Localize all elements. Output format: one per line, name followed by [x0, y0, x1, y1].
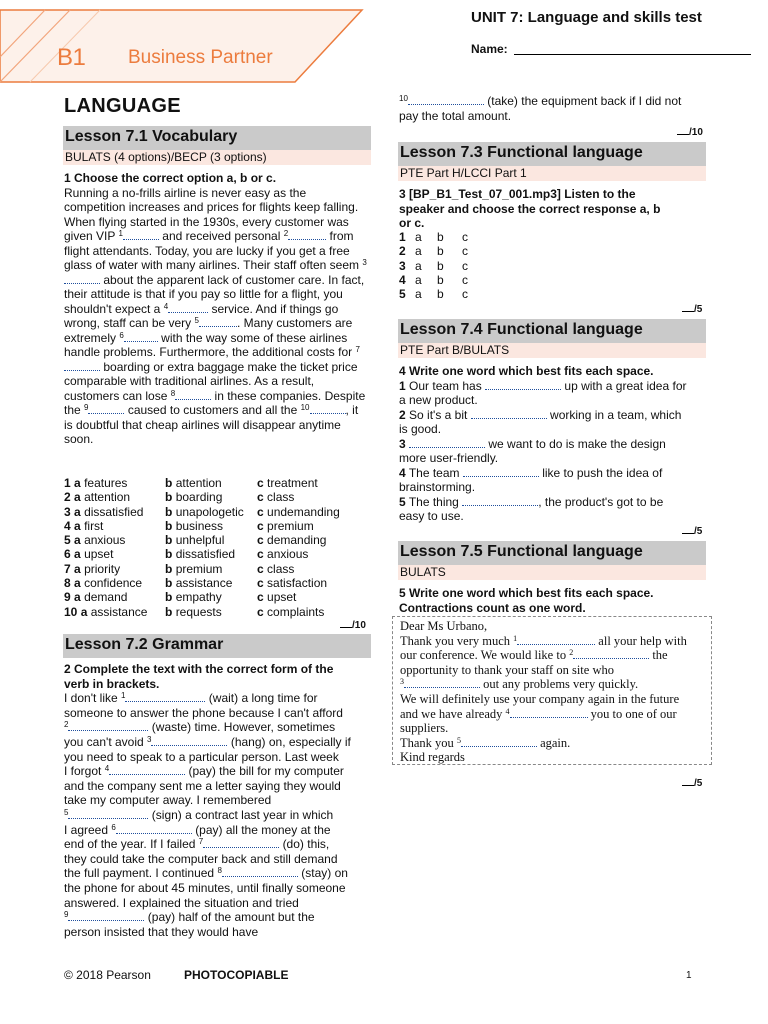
option-b[interactable]: b requests	[165, 604, 222, 619]
lesson-7-2-title: Lesson 7.2 Grammar	[63, 634, 371, 658]
option-c[interactable]: c	[462, 287, 468, 302]
letter-salutation: Dear Ms Urbano,	[400, 619, 488, 633]
score-lesson-7-2: /10	[677, 127, 703, 138]
option-row	[64, 505, 340, 519]
option-c[interactable]: c upset	[257, 590, 297, 605]
option-a[interactable]: a	[415, 244, 422, 259]
gap-9[interactable]	[88, 403, 124, 414]
unit-title: UNIT 7: Language and skills test	[471, 9, 702, 26]
gap-8[interactable]	[222, 866, 298, 877]
option-a[interactable]: a	[415, 230, 422, 244]
option-b[interactable]: b attention	[165, 476, 222, 490]
score-lesson-7-4: /5	[682, 526, 702, 537]
option-a[interactable]: 8 a confidence	[64, 576, 143, 591]
exercise-2-continued: $^{10}$ (take) the equipment back if I did not pay the total amount.	[399, 94, 682, 123]
exercise-3-options	[399, 230, 468, 301]
gap-1[interactable]	[125, 691, 205, 702]
option-a[interactable]: a	[415, 287, 422, 302]
option-a[interactable]: 7 a priority	[64, 561, 121, 576]
option-a[interactable]: a	[415, 258, 422, 273]
item-number: 5	[399, 287, 406, 302]
option-c[interactable]: c	[462, 230, 468, 244]
option-row	[64, 476, 340, 490]
letter-closing: Kind regards	[400, 750, 465, 765]
gap-5[interactable]	[199, 316, 237, 327]
exercise-3-instruction: 3 [BP_B1_Test_07_001.mp3] Listen to the speaker and choose the correct response a, b or c.	[399, 187, 661, 230]
option-c[interactable]: c undemanding	[257, 504, 340, 519]
passage-text: from flight attendants. Today, you are lucky if you get a free glass of water with many airlines. Their staff often seem	[64, 229, 360, 272]
option-b[interactable]: b	[437, 272, 444, 287]
option-a[interactable]: 5 a anxious	[64, 533, 126, 548]
option-b[interactable]: b premium	[165, 561, 223, 576]
gap-5[interactable]	[462, 495, 538, 506]
option-b[interactable]: b	[437, 230, 444, 244]
brand-level: B1	[57, 44, 86, 71]
option-b[interactable]: b assistance	[165, 576, 233, 591]
exercise-2-instruction: verb in brackets.	[64, 676, 160, 691]
brand-banner	[0, 0, 365, 95]
option-row	[64, 605, 340, 619]
gap-6[interactable]	[116, 823, 192, 834]
gap-9[interactable]	[68, 910, 144, 921]
option-c[interactable]: c treatment	[257, 476, 318, 490]
option-a[interactable]: 9 a demand	[64, 590, 128, 605]
option-c[interactable]: c anxious	[257, 547, 309, 562]
listening-item	[399, 244, 468, 258]
gap-6[interactable]	[124, 331, 158, 342]
letter-box: Dear Ms Urbano, Thank you very much $^1$ all your help with our conference. We would like to $^2$ the opportunity to thank your staff on site who $^3$ out any problems very quickly. We will definitely use your company again in the future and we have already $^4$ you to one of our suppliers. Thank you $^5$ again. Kind regards	[392, 616, 712, 765]
gap-1[interactable]	[517, 634, 595, 645]
option-c[interactable]: c satisfaction	[257, 576, 328, 591]
gap-4[interactable]	[510, 707, 588, 718]
exercise-1-options	[64, 476, 340, 619]
lesson-7-5-title: Lesson 7.5 Functional language	[398, 541, 706, 565]
passage-text: service. And if things go wrong, staff can be very	[64, 301, 339, 330]
footer-photocopiable: PHOTOCOPIABLE	[184, 968, 289, 982]
option-row	[64, 576, 340, 590]
exercise-2-instruction: 2 Complete the text with the correct form of the	[64, 662, 334, 676]
option-c[interactable]: c	[462, 258, 468, 273]
lesson-7-3-title: Lesson 7.3 Functional language	[398, 142, 706, 166]
exercise-2-text: 2 Complete the text with the correct form of the verb in brackets. I don't like $^1$ (wait) a long time for someone to answer the phone because I can't afford $^2$ (waste) time. However, sometimes you can't avoid $^3$ (hang) on, especially if you need to speak to a particular person. Last week I forgot $^4$ (pay) the bill for my computer and the company sent me a letter saying they would take my computer away. I remembered $^5$ (sign) a contract last year in which I agreed $^6$ (pay) all the money at the end of the year. If I failed $^7$ (do) this, they could take the computer back and still demand the full payment. I continued $^8$ (stay) on the phone for about 45 minutes, until finally someone answered. I explained the situation and tried $^9$ (pay) half of the amount but the person insisted that they would have	[64, 662, 374, 939]
name-field-line[interactable]	[514, 54, 751, 55]
name-label: Name:	[471, 42, 508, 56]
passage-text: with the way some of these airlines handle problems. Furthermore, the additional costs for	[64, 330, 353, 359]
gap-7[interactable]	[64, 360, 100, 371]
item-number: 2	[399, 244, 406, 259]
option-b[interactable]: b empathy	[165, 590, 222, 605]
passage-text: in these companies. Despite the	[64, 388, 366, 417]
option-c[interactable]: c class	[257, 561, 295, 576]
option-row	[64, 547, 340, 561]
passage-text: about the apparent lack of customer care. In fact, their attitude is that if you pay so little for a flight, you shouldn't expect a	[64, 272, 365, 316]
passage-text: boarding or extra baggage make the ticket price comparable with traditional airlines. As a result, customers can lose	[64, 359, 358, 403]
option-b[interactable]: b unapologetic	[165, 504, 244, 519]
option-row	[64, 490, 340, 504]
option-b[interactable]: b	[437, 287, 444, 302]
option-a[interactable]: 3 a dissatisfied	[64, 504, 144, 519]
lesson-7-5-subtitle: BULATS	[398, 565, 706, 580]
gap-8[interactable]	[175, 389, 211, 400]
listening-item	[399, 259, 468, 273]
score-lesson-7-5: /5	[682, 778, 702, 789]
option-b[interactable]: b	[437, 258, 444, 273]
exercise-1-text: 1 Choose the correct option a, b or c. Running a no-frills airline is never easy as the competition increases and prices for flights keep falling. When flying started in the 1930s, every customer was given VIP $^1$ and received personal $^2$ from flight attendants. Today, you are lucky if you get a free glass of water with many airlines. Their staff often seem $^3$ about the apparent lack of customer care. In fact, their attitude is that if you pay so little for a flight, you shouldn't expect a $^4$ service. And if things go wrong, staff can be very $^5$ . Many customers are extremely $^6$ with the way some of these airlines handle problems. Furthermore, the additional costs for $^7$ boarding or extra baggage make the ticket price comparable with traditional airlines. As a result, customers can lose $^8$ in these companies. Despite the $^9$ caused to customers and all the $^{10}$ , it is doubtful that cheap airlines will disappear anytime soon.	[64, 171, 370, 447]
gap-1[interactable]	[485, 379, 561, 390]
option-c[interactable]: c class	[257, 490, 295, 505]
lesson-7-3-subtitle: PTE Part H/LCCI Part 1	[398, 166, 706, 181]
option-a[interactable]: 10 a assistance	[64, 604, 148, 619]
exercise-1-instruction: 1 Choose the correct option a, b or c.	[64, 171, 277, 185]
passage-text: . Many customers are extremely	[64, 316, 353, 345]
score-lesson-7-3: /5	[682, 304, 702, 315]
option-c[interactable]: c premium	[257, 518, 314, 533]
item-number: 4	[399, 272, 406, 287]
brand-name: Business Partner	[128, 47, 273, 68]
gap-3[interactable]	[404, 677, 480, 688]
option-b[interactable]: b	[437, 244, 444, 259]
lesson-7-4-subtitle: PTE Part B/BULATS	[398, 343, 706, 358]
passage-text: caused to customers and all the	[127, 403, 298, 417]
gap-2[interactable]	[573, 648, 649, 659]
lesson-7-1-subtitle: BULATS (4 options)/BECP (3 options)	[63, 150, 371, 165]
language-heading: LANGUAGE	[64, 95, 181, 117]
footer-copyright: © 2018 Pearson	[64, 968, 151, 982]
option-c[interactable]: c demanding	[257, 533, 327, 548]
option-a[interactable]: 4 a first	[64, 518, 104, 533]
option-b[interactable]: b business	[165, 518, 224, 533]
passage-text: and received personal	[162, 229, 281, 243]
listening-item	[399, 287, 468, 301]
gap-10[interactable]	[310, 403, 346, 414]
option-row	[64, 562, 340, 576]
option-row	[64, 519, 340, 533]
gap-5[interactable]	[68, 808, 148, 819]
gap-3[interactable]	[64, 273, 100, 284]
score-lesson-7-1: /10	[340, 620, 366, 631]
option-b[interactable]: b dissatisfied	[165, 547, 236, 562]
gap-5[interactable]	[461, 736, 537, 747]
exercise-4-text: 4 Write one word which best fits each space. 1 Our team has up with a great idea for a new product. 2 So it's a bit working in a team, which is good. 3 we want to do is make the design more user-friendly. 4 The team like to push the idea of brainstorming. 5 The thing , the product's got to be easy to use.	[399, 364, 709, 524]
gap-3[interactable]	[409, 437, 485, 448]
option-b[interactable]: b boarding	[165, 490, 223, 505]
listening-item	[399, 273, 468, 287]
option-a[interactable]: 2 a attention	[64, 490, 131, 505]
gap-4[interactable]	[168, 302, 208, 313]
gap-3[interactable]	[151, 735, 227, 746]
passage-text: Running a no-frills airline is never easy as the competition increases and prices for flights keep falling. When flying started in the 1930s, every customer was given VIP	[64, 185, 359, 243]
gap-2[interactable]	[471, 408, 547, 419]
listening-item	[399, 230, 468, 244]
lesson-7-4-title: Lesson 7.4 Functional language	[398, 319, 706, 343]
gap-1[interactable]	[123, 229, 159, 240]
option-row	[64, 533, 340, 547]
option-b[interactable]: b unhelpful	[165, 533, 225, 548]
gap-7[interactable]	[203, 837, 279, 848]
exercise-5-instruction: 5 Write one word which best fits each space. Contractions count as one word.	[399, 586, 654, 615]
gap-4[interactable]	[109, 764, 185, 775]
gap-4[interactable]	[463, 466, 539, 477]
gap-2[interactable]	[288, 229, 326, 240]
option-row	[64, 590, 340, 604]
lesson-7-1-title: Lesson 7.1 Vocabulary	[63, 126, 371, 150]
exercise-4-instruction: 4 Write one word which best fits each space.	[399, 364, 654, 378]
option-a[interactable]: a	[415, 272, 422, 287]
option-c[interactable]: c complaints	[257, 604, 325, 619]
page-number: 1	[686, 970, 692, 981]
gap-10[interactable]	[408, 94, 484, 105]
item-number: 3	[399, 258, 406, 273]
option-c[interactable]: c	[462, 244, 468, 259]
option-c[interactable]: c	[462, 272, 468, 287]
passage-text: , it is doubtful that cheap airlines will disappear anytime soon.	[64, 403, 359, 446]
option-a[interactable]: 1 a features	[64, 476, 128, 490]
gap-2[interactable]	[68, 720, 148, 731]
option-a[interactable]: 6 a upset	[64, 547, 114, 562]
item-number: 1	[399, 230, 406, 244]
